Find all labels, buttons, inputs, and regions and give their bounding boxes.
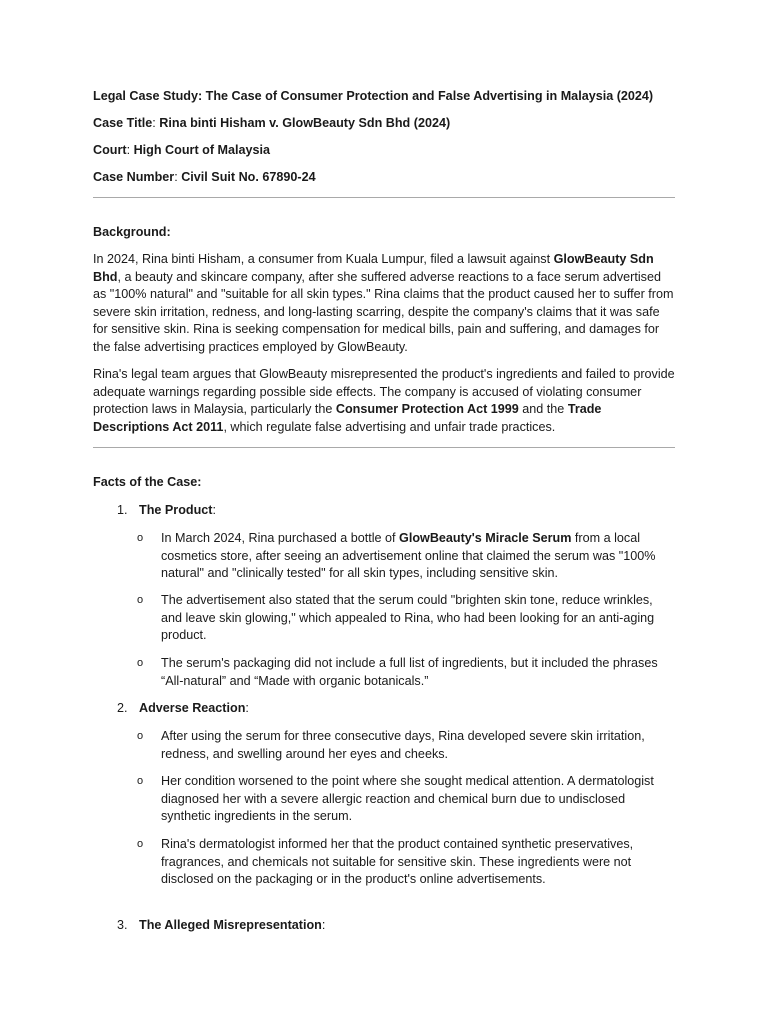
case-number-value: Civil Suit No. 67890-24 xyxy=(181,170,316,184)
list-item: o Rina's dermatologist informed her that the product contained synthetic preservatives, fragrances, and chemicals not suitable for sensitive skin. These ingredients were not disclosed on the packaging or in the product's online advertisements. xyxy=(137,837,634,887)
bullet-marker: o xyxy=(137,775,144,787)
bullet-marker: o xyxy=(137,594,144,606)
bullet-marker: o xyxy=(137,532,144,544)
background-paragraph-2: Rina's legal team argues that GlowBeauty misrepresented the product's ingredients and failed to provide adequate warnings regarding possible side effects. The company is accused of violating consumer protection laws in Malaysia, particularly the Consumer Protection Act 1999 and the Trade Descriptions Act 2011, which regulate false advertising and unfair trade practices. xyxy=(93,367,675,434)
list-item: o The advertisement also stated that the serum could "brighten skin tone, reduce wrinkles, and leave skin glowing," which appealed to Rina, who had been looking for an anti-aging product. xyxy=(137,593,655,643)
act-consumer-protection: Consumer Protection Act 1999 xyxy=(335,402,519,417)
section-divider xyxy=(93,197,675,198)
case-title-value: Rina binti Hisham v. GlowBeauty Sdn Bhd (2024) xyxy=(159,116,451,130)
section-divider xyxy=(93,447,675,448)
case-title-label: Case Title xyxy=(93,116,153,130)
list-item: o Her condition worsened to the point where she sought medical attention. A dermatologist diagnosed her with a severe allergic reaction and chemical burn due to undisclosed synthetic ingredients in the serum. xyxy=(137,774,654,824)
case-title-line: Case Title: Rina binti Hisham v. GlowBeauty Sdn Bhd (2024) xyxy=(93,116,451,130)
background-paragraph-1: In 2024, Rina binti Hisham, a consumer from Kuala Lumpur, filed a lawsuit against GlowBeauty Sdn Bhd, a beauty and skincare company, after she suffered adverse reactions to a face serum advertised as "100% natural" and "suitable for all skin types." Rina claims that the product caused her to suffer from severe skin irritation, redness, and long-lasting scarring, despite the company's claims that it was safe for sensitive skin. Rina is seeking compensation for medical bills, pain and suffering, and damages for the false advertising practices employed by GlowBeauty. xyxy=(93,252,674,354)
bullet-marker: o xyxy=(137,730,144,742)
document-title: Legal Case Study: The Case of Consumer Protection and False Advertising in Malaysia (2024) xyxy=(93,89,654,103)
list-item-number: 3. The Alleged Misrepresentation: xyxy=(117,918,326,932)
product-name: GlowBeauty's Miracle Serum xyxy=(399,531,572,545)
list-item-title: The Alleged Misrepresentation xyxy=(139,918,322,932)
bullet-marker: o xyxy=(137,657,144,669)
list-item: o After using the serum for three consecutive days, Rina developed severe skin irritation, redness, and swelling around her eyes and cheeks. xyxy=(137,729,645,761)
list-item-number: 1. The Product: xyxy=(117,503,216,517)
court-label: Court xyxy=(93,143,127,157)
act-trade-descriptions: Trade Descriptions Act 2011 xyxy=(93,402,602,434)
case-number-line: Case Number: Civil Suit No. 67890-24 xyxy=(93,170,316,184)
list-item: o In March 2024, Rina purchased a bottle of GlowBeauty's Miracle Serum from a local cosmetics store, after seeing an advertisement online that claimed the serum was "100% natural" and "clinically tested" for all skin types, including sensitive skin. xyxy=(137,531,656,581)
facts-heading: Facts of the Case: xyxy=(93,475,202,489)
court-line: Court: High Court of Malaysia xyxy=(93,143,271,157)
background-heading: Background: xyxy=(93,225,171,239)
list-item-title: The Product xyxy=(139,503,213,517)
list-item-title: Adverse Reaction xyxy=(139,701,246,715)
bullet-marker: o xyxy=(137,838,144,850)
company-name: GlowBeauty Sdn Bhd xyxy=(93,252,654,284)
court-value: High Court of Malaysia xyxy=(133,143,271,157)
case-number-label: Case Number xyxy=(93,170,175,184)
list-item: o The serum's packaging did not include a full list of ingredients, but it included the phrases “All-natural” and “Made with organic botanicals.” xyxy=(137,656,658,688)
list-item-number: 2. Adverse Reaction: xyxy=(117,701,249,715)
